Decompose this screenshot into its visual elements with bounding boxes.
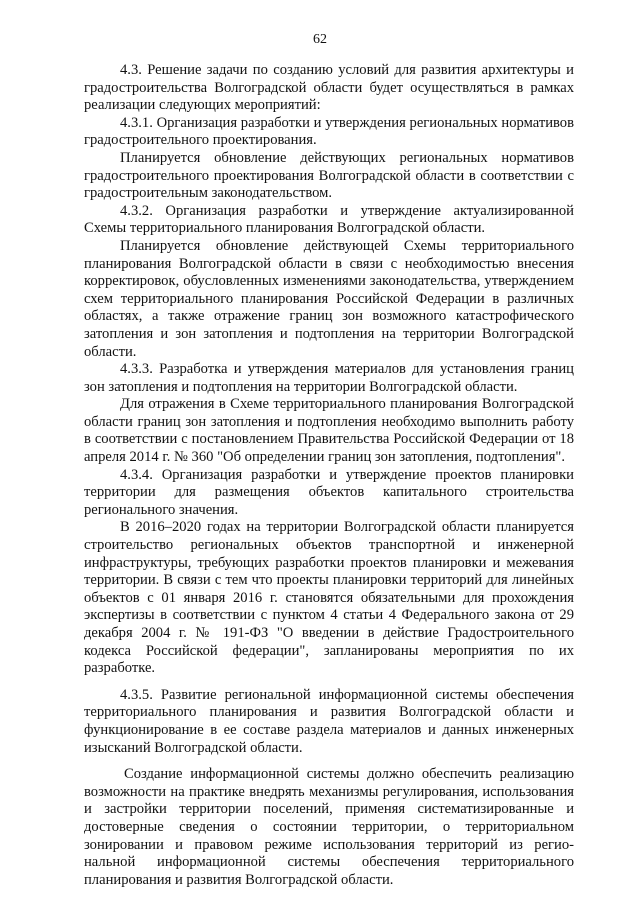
paragraph-gap xyxy=(84,678,574,687)
paragraph-4-3-3-detail: Для отражения в Схеме территориального планирования Волгоградской области границ зон затопления и подтопления необходимо выполнить работу в соответствии с постановлением Правительства Российской Федерации от 18 апреля 2014 г. № 360 "Об определении границ зон затопления, подтопления". xyxy=(84,396,574,466)
paragraph-4-3-4-detail: В 2016–2020 годах на территории Волгоградской области планируется строительство региональных объектов транспортной и инженерной инфраструктуры, требующих разработки проектов планировки и межевания территории. В связи с тем что проекты планировки территорий для линейных объектов с 01 января 2016 г. становятся обязательными для прохождения экспертизы в соответствии с пунктом 4 статьи 4 Федерального закона от 29 декабря 2004 г. № 191-ФЗ "О введении в действие Градостроительного кодекса Российской федерации", запланированы мероприятия по их разработке. xyxy=(84,519,574,677)
paragraph-4-3: 4.3. Решение задачи по созданию условий для развития архитектуры и градостроительства Волгоградской области будет осуществляться в рамках реализации следующих мероприятий: xyxy=(84,62,574,114)
paragraph-4-3-4: 4.3.4. Организация разработки и утверждение проектов планировки территории для размещения объектов капитального строительства регионального значения. xyxy=(84,466,574,518)
paragraph-4-3-1-detail: Планируется обновление действующих региональных нормативов градостроительного проектирования Волгоградской области в соответствии с градостроительным законодательством. xyxy=(84,149,574,202)
page-number: 62 xyxy=(313,32,327,47)
paragraph-gap xyxy=(84,757,574,766)
paragraph-4-3-2: 4.3.2. Организация разработки и утверждение актуализированной Схемы территориального планирования Волгоградской области. xyxy=(84,202,574,237)
paragraph-4-3-5: 4.3.5. Развитие региональной информационной системы обеспечения территориального планирования и развития Волгоградской области и функционирование в ее составе раздела материалов и данных инженерных изысканий Волгоградской области. xyxy=(84,686,574,756)
paragraph-4-3-2-detail: Планируется обновление действующей Схемы территориального планирования Волгоградской области в связи с необходимостью внесения корректировок, обусловленных изменениями законодательства, утверждением схем территориального планирования Российской Федерации в различных областях, а также отражение границ зон возможного катастрофического затопления и зон затопления и подтопления на территории Волгоградской области. xyxy=(84,237,574,360)
document-body xyxy=(84,62,574,889)
paragraph-4-3-1: 4.3.1. Организация разработки и утверждения региональных нормативов градостроительного проектирования. xyxy=(84,114,574,149)
paragraph-4-3-5-detail: Создание информационной системы должно обеспечить реализацию возможности на практике внедрять механизмы регулирования, использования и застройки территории поселений, применяя систематизированные и достоверные сведения о состоянии территории, о территориальном зонировании и правовом режиме использования территорий из регио- нальной информационной системы обеспечения территориального планирования и развития Волгоградской области. xyxy=(84,766,574,888)
paragraph-4-3-3: 4.3.3. Разработка и утверждения материалов для установления границ зон затопления и подтопления на территории Волгоградской области. xyxy=(84,361,574,395)
